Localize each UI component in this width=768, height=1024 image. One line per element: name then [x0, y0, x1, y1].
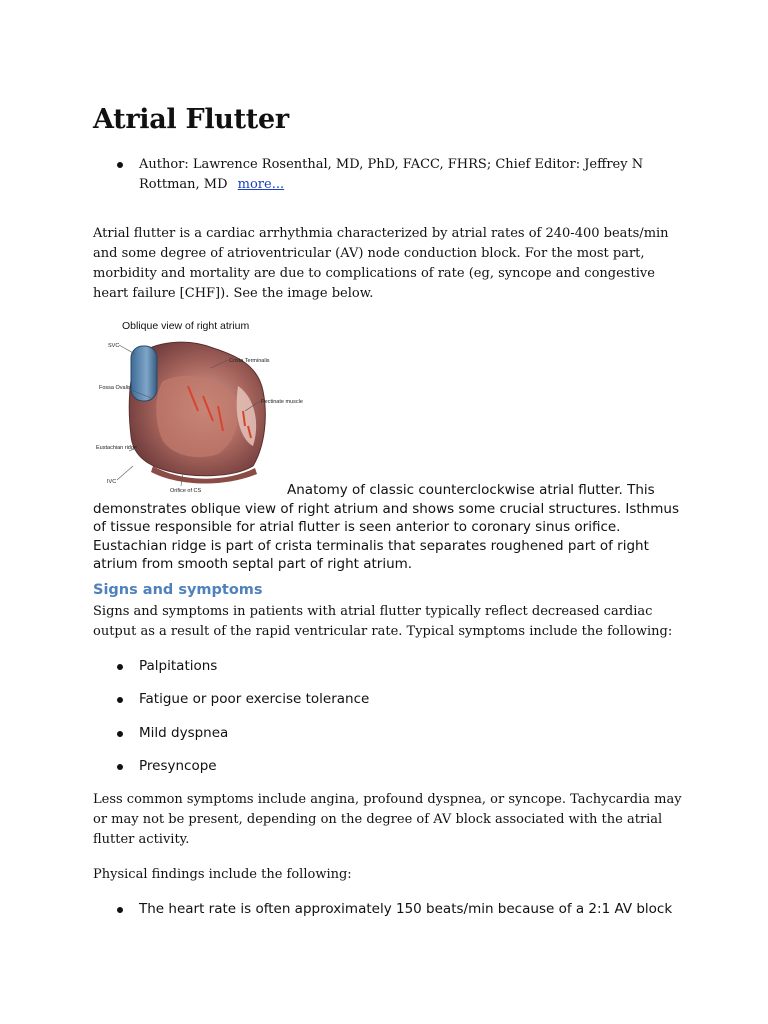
symptom-item: Presyncope: [139, 758, 217, 774]
label-fossa: Fossa Ovalis: [99, 385, 131, 391]
figure-caption: Anatomy of classic counterclockwise atrial flutter. This demonstrates oblique view of right atrium and shows some crucial structures. Isthmus of tissue responsible for atrial flutter is seen anterior to coronary sinus orifice. Eustachian ridge is part of crista terminalis that separates roughened part of right atrium from smooth septal part of right atrium.: [93, 482, 679, 572]
label-orifice: Orifice of CS: [170, 488, 202, 494]
author-text: Author: Lawrence Rosenthal, MD, PhD, FACC, FHRS; Chief Editor: Jeffrey N Rottman, MD: [139, 157, 644, 192]
more-link[interactable]: more...: [237, 177, 285, 192]
label-ivc: IVC: [107, 479, 117, 485]
page-title: Atrial Flutter: [93, 104, 289, 135]
symptom-item: Fatigue or poor exercise tolerance: [139, 691, 370, 707]
list-bullet: [117, 731, 123, 737]
physical-findings-intro: Physical findings include the following:: [93, 867, 352, 882]
symptom-item: Mild dyspnea: [139, 725, 229, 741]
list-bullet: [117, 697, 123, 703]
list-bullet: [117, 664, 123, 670]
label-svc: SVC: [108, 343, 120, 349]
figure-title: Oblique view of right atrium: [122, 320, 250, 332]
finding-item: The heart rate is often approximately 150 beats/min because of a 2:1 AV block: [139, 901, 673, 917]
label-pectinate: Pectinate muscle: [261, 399, 303, 405]
right-atrium-figure: [93, 316, 303, 496]
list-bullet: [117, 162, 123, 168]
symptom-item: Palpitations: [139, 658, 218, 674]
heart-illustration: [93, 316, 303, 496]
intro-paragraph: Atrial flutter is a cardiac arrhythmia characterized by atrial rates of 240-400 beats/min and some degree of atrioventricular (AV) node conduction block. For the most part, morbidity and mortality are due to complications of rate (eg, syncope and congestive heart failure [CHF]). See the image below.: [93, 226, 669, 301]
list-bullet: [117, 907, 123, 913]
signs-heading: Signs and symptoms: [93, 582, 263, 598]
label-eustachian: Eustachian ridge: [96, 445, 137, 451]
less-common-paragraph: Less common symptoms include angina, profound dyspnea, or syncope. Tachycardia may or may not be present, depending on the degree of AV block associated with the atrial flutter activity.: [93, 792, 682, 847]
svc-vessel: [131, 346, 157, 401]
author-line: [139, 155, 659, 195]
label-crista: Crista Terminalis: [229, 358, 270, 364]
list-bullet: [117, 764, 123, 770]
signs-paragraph: Signs and symptoms in patients with atrial flutter typically reflect decreased cardiac output as a result of the rapid ventricular rate. Typical symptoms include the following:: [93, 604, 673, 639]
